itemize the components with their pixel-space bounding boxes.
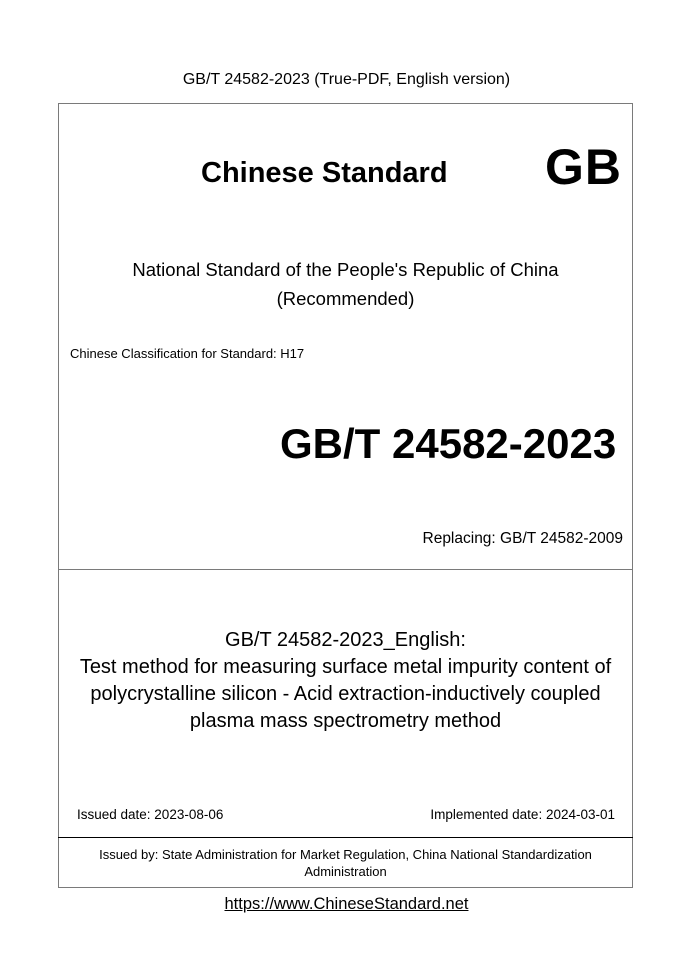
issued-by-line: Issued by: State Administration for Market Regulation, China National Standardization — [99, 847, 592, 862]
implemented-date: Implemented date: 2024-03-01 — [430, 807, 615, 822]
standard-number: GB/T 24582-2023 — [280, 420, 617, 467]
replacing-label: Replacing: GB/T 24582-2009 — [422, 530, 623, 547]
website-link[interactable]: https://www.ChineseStandard.net — [224, 895, 469, 913]
title-line: GB/T 24582-2023_English: — [225, 629, 466, 651]
national-standard-line: National Standard of the People's Republic of China — [132, 259, 559, 280]
classification-label: Chinese Classification for Standard: H17 — [70, 346, 305, 361]
section-divider — [58, 569, 633, 570]
issued-by — [70, 846, 621, 880]
footer — [0, 894, 693, 914]
national-standard-heading — [58, 255, 633, 313]
gb-logo: GB — [545, 139, 622, 195]
issued-by-line: Administration — [304, 864, 387, 879]
title-line: polycrystalline silicon - Acid extraction-inductively coupled — [90, 683, 601, 705]
document-title — [58, 627, 633, 735]
title-line: Test method for measuring surface metal impurity content of — [79, 656, 612, 678]
issued-date: Issued date: 2023-08-06 — [77, 807, 224, 822]
page-header: GB/T 24582-2023 (True-PDF, English version) — [182, 71, 511, 88]
chinese-standard-heading: Chinese Standard — [201, 157, 448, 189]
cover-frame — [58, 103, 633, 888]
recommended-label: (Recommended) — [276, 288, 415, 309]
issuer-divider — [58, 837, 633, 838]
title-line: plasma mass spectrometry method — [189, 710, 502, 732]
